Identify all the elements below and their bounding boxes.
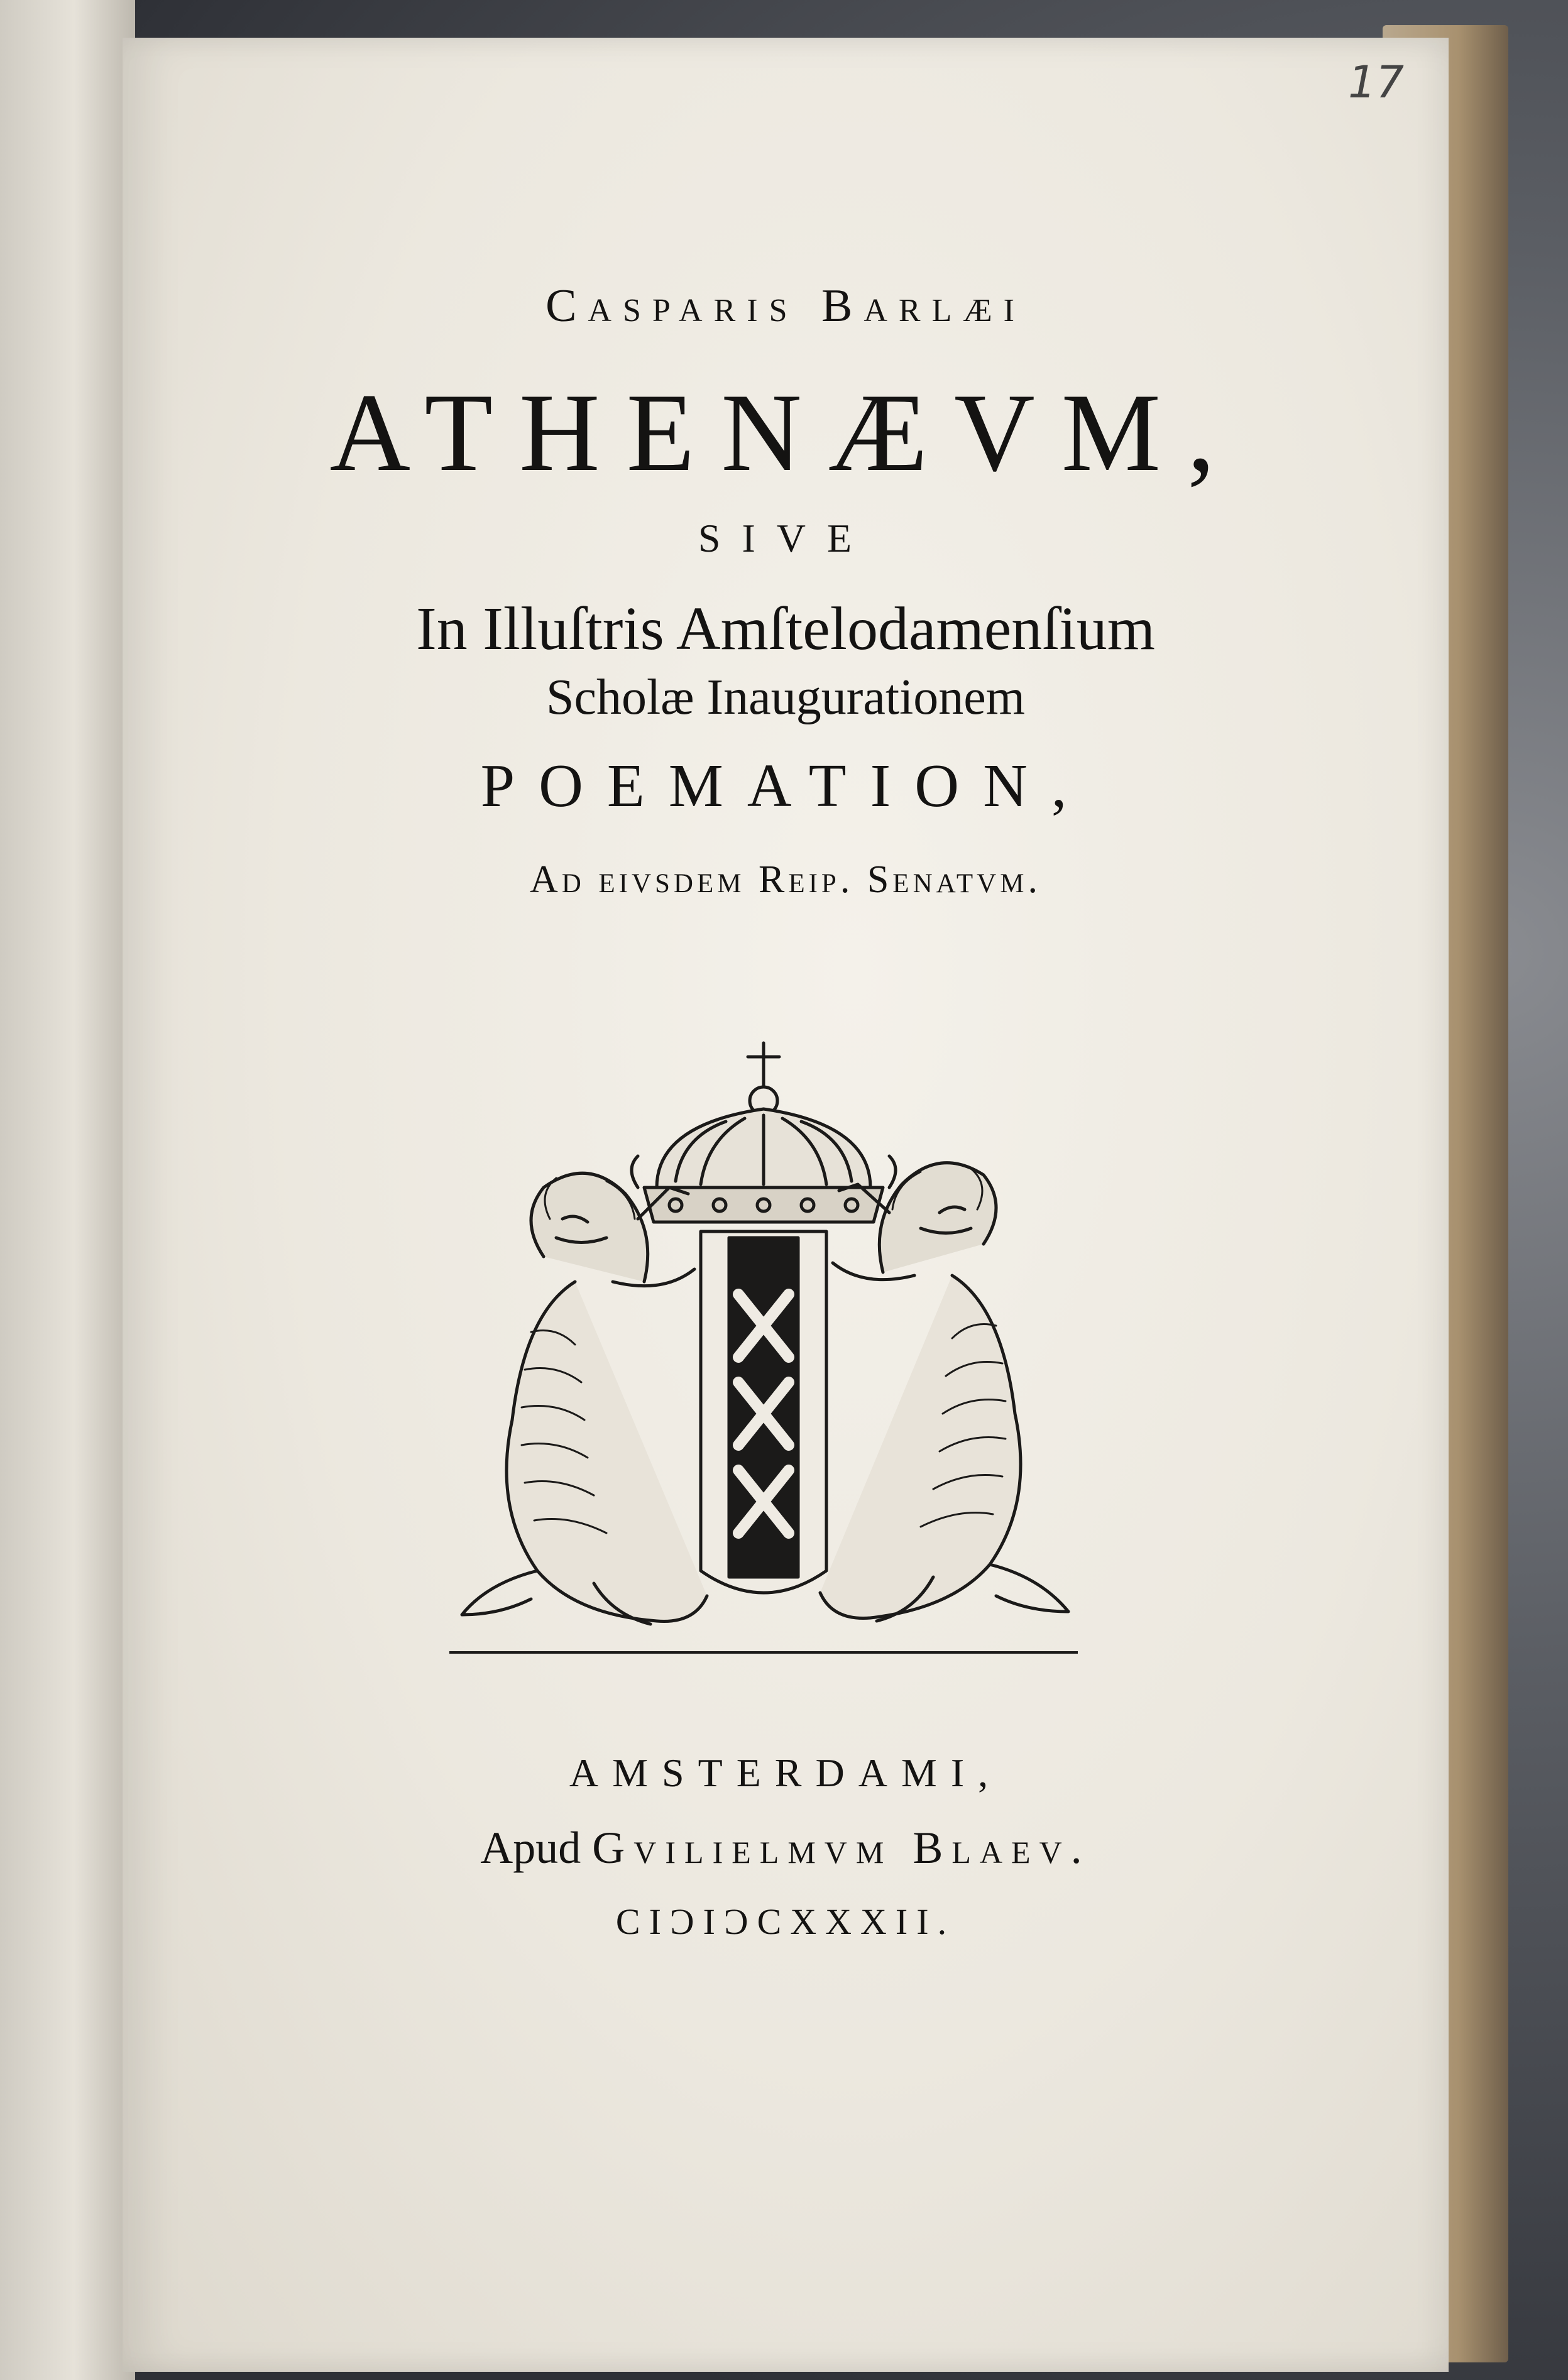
dedication-line: Ad eivsdem Reip. Senatvm. <box>530 858 1041 901</box>
imprint-printer <box>123 1822 1449 1874</box>
folio-mark: 17 <box>1348 57 1405 108</box>
connector-sive: SIVE <box>698 516 874 560</box>
main-title: ATHENÆVM, <box>329 370 1242 494</box>
printers-device-coat-of-arms <box>449 1030 1078 1690</box>
author-line: Casparis Barlæi <box>546 280 1026 332</box>
shield-icon <box>701 1231 826 1593</box>
title-page <box>123 38 1449 2372</box>
left-lion-icon <box>462 1173 707 1624</box>
imprint-year: CIƆIƆCXXXII. <box>615 1901 956 1942</box>
imperial-crown-icon <box>632 1109 896 1222</box>
left-page-edge <box>0 0 135 2380</box>
subtitle-line-1: In Illuſtris Amſtelodamenſium <box>416 595 1155 663</box>
printer-prefix: Apud <box>480 1823 581 1873</box>
genre-line: POEMATION, <box>480 752 1091 820</box>
right-lion-icon <box>820 1163 1068 1621</box>
imprint-place: AMSTERDAMI, <box>569 1750 1002 1795</box>
printer-name: Gvilielmvm Blaev. <box>592 1823 1091 1873</box>
crown-cross-icon <box>748 1043 779 1115</box>
subtitle-line-2: Scholæ Inaugurationem <box>546 670 1026 725</box>
